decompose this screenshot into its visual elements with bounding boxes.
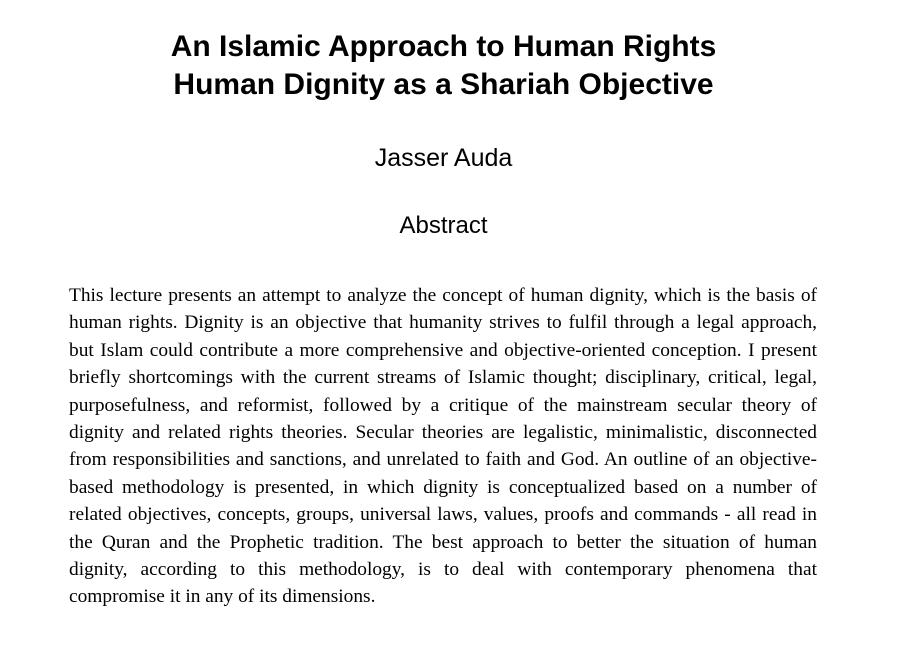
paper-title — [0, 28, 887, 104]
title-line-2: Human Dignity as a Shariah Objective — [173, 68, 714, 101]
abstract-body: This lecture presents an attempt to analyze the concept of human dignity, which is the basis of human rights. Dignity is an objective that humanity strives to fulfil through a legal approach, but Islam could contribute a more comprehensive and objective-oriented conception. I present briefly shortcomings with the current streams of Islamic thought; disciplinary, critical, legal, purposefulness, and reformist, followed by a critique of the mainstream secular theory of dignity and related rights theories. Secular theories are legalistic, minimalistic, disconnected from responsibilities and sanctions, and unrelated to faith and God. An outline of an objective-based methodology is presented, in which dignity is conceptualized based on a number of related objectives, concepts, groups, universal laws, values, proofs and commands - all read in the Quran and the Prophetic tradition. The best approach to better the situation of human dignity, according to this methodology, is to deal with contemporary phenomena that compromise it in any of its dimensions. — [69, 285, 817, 608]
abstract-heading: Abstract — [399, 212, 488, 239]
title-line-1: An Islamic Approach to Human Rights — [170, 30, 717, 63]
author-name: Jasser Auda — [374, 144, 513, 172]
